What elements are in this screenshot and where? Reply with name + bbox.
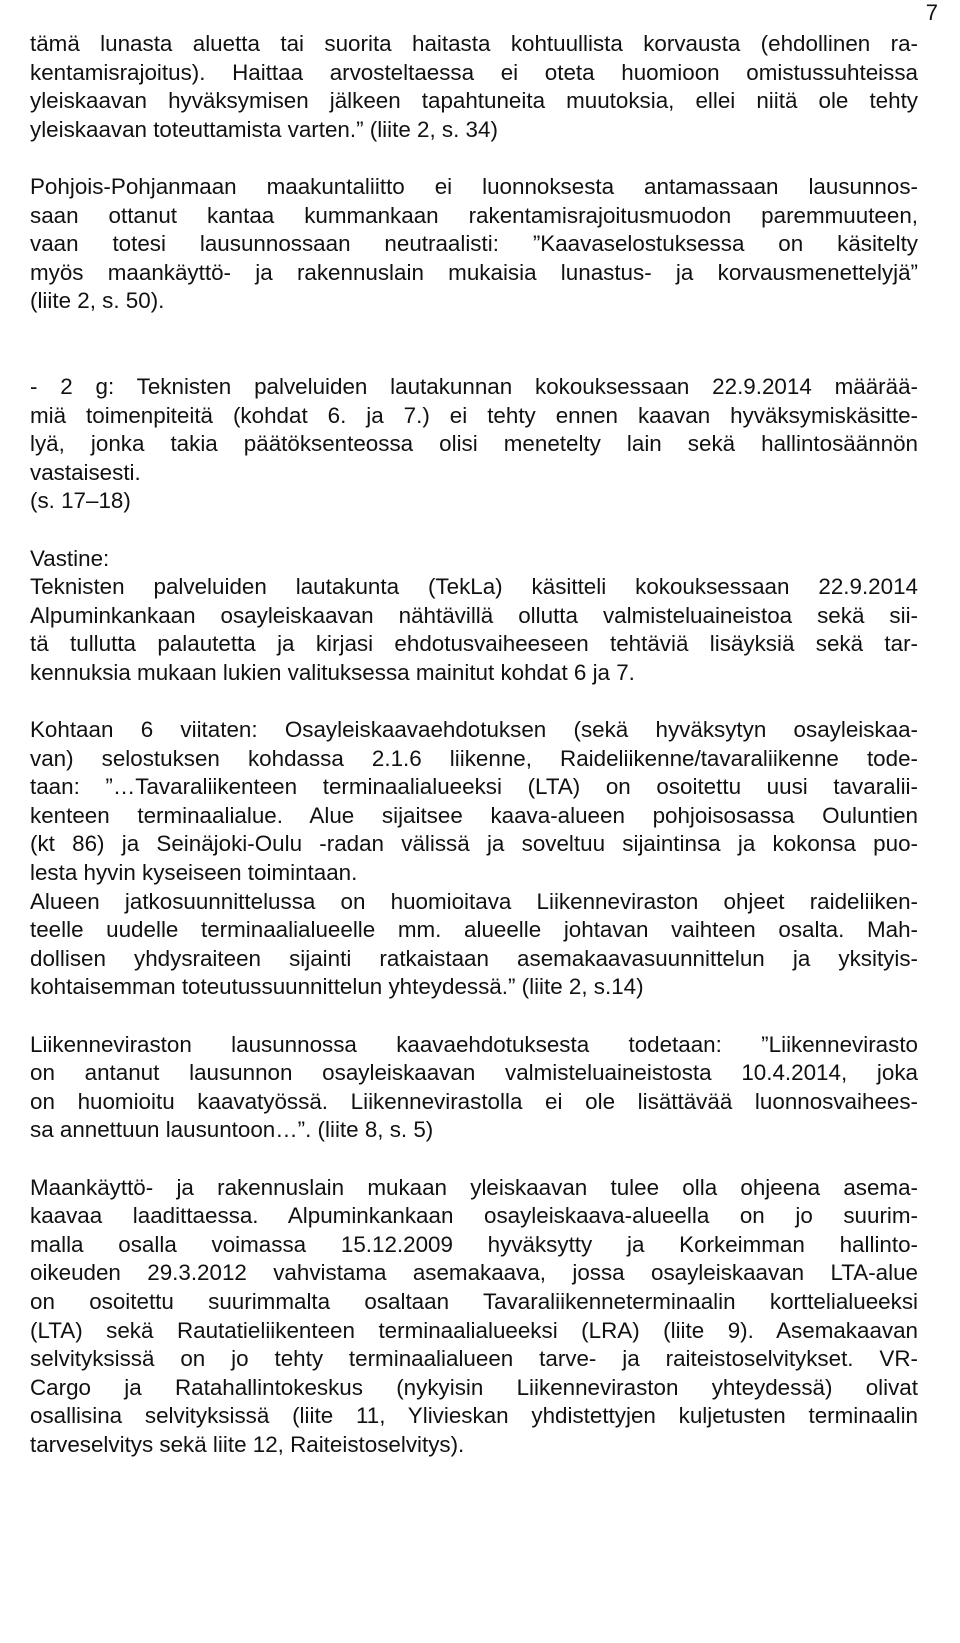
text-line: yleiskaavan toteuttamista varten.” (liite 2, s. 34) [30, 116, 498, 142]
document-body [30, 30, 918, 1460]
text-line: Pohjois-Pohjanmaan maakuntaliitto ei luonnoksesta antamassaan lausunnos- [30, 173, 918, 199]
text-line: oikeuden 29.3.2012 vahvistama asemakaava, jossa osayleiskaavan LTA-alue [30, 1260, 918, 1286]
text-line: myös maankäyttö- ja rakennuslain mukaisia lunastus- ja korvausmenettelyjä” [30, 259, 918, 285]
page-number: 7 [925, 0, 938, 25]
text-line: tä tullutta palautetta ja kirjasi ehdotusvaiheeseen tehtäviä lisäyksiä sekä tar- [30, 631, 918, 657]
text-line: Maankäyttö- ja rakennuslain mukaan yleiskaavan tulee olla ohjeena asema- [30, 1174, 918, 1200]
text-line: saan ottanut kantaa kummankaan rakentamisrajoitusmuodon paremmuuteen, [30, 202, 918, 228]
text-line: on antanut lausunnon osayleiskaavan valmisteluaineistosta 10.4.2014, joka [30, 1060, 918, 1086]
text-line: Cargo ja Ratahallintokeskus (nykyisin Liikenneviraston yhteydessä) olivat [30, 1374, 918, 1400]
paragraph-6 [30, 1031, 918, 1145]
text-line: (LTA) sekä Rautatieliikenteen terminaalialueeksi (LRA) (liite 9). Asemakaavan [30, 1317, 918, 1343]
text-line: Kohtaan 6 viitaten: Osayleiskaavaehdotuksen (sekä hyväksytyn osayleiskaa- [30, 717, 918, 743]
text-line: lyä, jonka takia päätöksenteossa olisi menetelty lain sekä hallintosäännön [30, 431, 918, 457]
paragraph-3 [30, 373, 918, 516]
text-line: malla osalla voimassa 15.12.2009 hyväksytty ja Korkeimman hallinto- [30, 1231, 918, 1257]
text-line: osallisina selvityksissä (liite 11, Ylivieskan yhdistettyjen kuljetusten terminaalin [30, 1403, 918, 1429]
text-line: Liikenneviraston lausunnossa kaavaehdotuksesta todetaan: ”Liikennevirasto [30, 1031, 918, 1057]
text-line: Alueen jatkosuunnittelussa on huomioitava Liikenneviraston ohjeet raideliiken- [30, 888, 918, 914]
text-line: Teknisten palveluiden lautakunta (TekLa) käsitteli kokouksessaan 22.9.2014 [30, 574, 918, 600]
text-line: on osoitettu suurimmalta osaltaan Tavaraliikenneterminaalin korttelialueeksi [30, 1288, 918, 1314]
paragraph-2 [30, 173, 918, 316]
text-line: dollisen yhdysraiteen sijainti ratkaistaan asemakaavasuunnittelun ja yksityis- [30, 945, 918, 971]
text-line: Vastine: [30, 545, 110, 571]
text-line: tarveselvitys sekä liite 12, Raiteistoselvitys). [30, 1431, 465, 1457]
paragraph-4 [30, 545, 918, 688]
text-line: lesta hyvin kyseiseen toimintaan. [30, 860, 358, 886]
text-line: vastaisesti. [30, 459, 141, 485]
text-line: selvityksissä on jo tehty terminaalialueen tarve- ja raiteistoselvitykset. VR- [30, 1346, 918, 1372]
text-line: van) selostuksen kohdassa 2.1.6 liikenne, Raideliikenne/tavaraliikenne tode- [30, 745, 918, 771]
text-line: tämä lunasta aluetta tai suorita haitasta kohtuullista korvausta (ehdollinen ra- [30, 31, 918, 56]
text-line: miä toimenpiteitä (kohdat 6. ja 7.) ei tehty ennen kaavan hyväksymiskäsitte- [30, 402, 918, 428]
text-line: (s. 17–18) [30, 488, 131, 514]
text-line: - 2 g: Teknisten palveluiden lautakunnan kokouksessaan 22.9.2014 määrää- [30, 373, 918, 399]
text-line: vaan totesi lausunnossaan neutraalisti: ”Kaavaselostuksessa on käsitelty [30, 231, 918, 257]
text-line: kohtaisemman toteutussuunnittelun yhteydessä.” (liite 2, s.14) [30, 974, 644, 1000]
paragraph-5 [30, 716, 918, 1002]
text-line: kentamisrajoitus). Haittaa arvosteltaessa ei oteta huomioon omistussuhteissa [30, 59, 918, 85]
text-line: (kt 86) ja Seinäjoki-Oulu -radan välissä ja soveltuu sijaintinsa ja kokonsa puo- [30, 831, 918, 857]
text-line: kenteen terminaalialue. Alue sijaitsee kaava-alueen pohjoisosassa Ouluntien [30, 802, 918, 828]
text-line: on huomioitu kaavatyössä. Liikennevirastolla ei ole lisättävää luonnosvaihees- [30, 1088, 918, 1114]
text-line: taan: ”…Tavaraliikenteen terminaalialueeksi (LTA) on osoitettu uusi tavaralii- [30, 774, 918, 800]
text-line: Alpuminkankaan osayleiskaavan nähtävillä ollutta valmisteluaineistoa sekä sii- [30, 602, 918, 628]
text-line: teelle uudelle terminaalialueelle mm. alueelle johtavan vaihteen osalta. Mah- [30, 917, 918, 943]
paragraph-7 [30, 1174, 918, 1460]
text-line: (liite 2, s. 50). [30, 288, 165, 314]
text-line: sa annettuun lausuntoon…”. (liite 8, s. 5) [30, 1117, 434, 1143]
paragraph-1 [30, 30, 918, 144]
text-line: kennuksia mukaan lukien valituksessa mainitut kohdat 6 ja 7. [30, 659, 635, 685]
text-line: yleiskaavan hyväksymisen jälkeen tapahtuneita muutoksia, ellei niitä ole tehty [30, 88, 918, 114]
text-line: kaavaa laadittaessa. Alpuminkankaan osayleiskaava-alueella on jo suurim- [30, 1203, 918, 1229]
